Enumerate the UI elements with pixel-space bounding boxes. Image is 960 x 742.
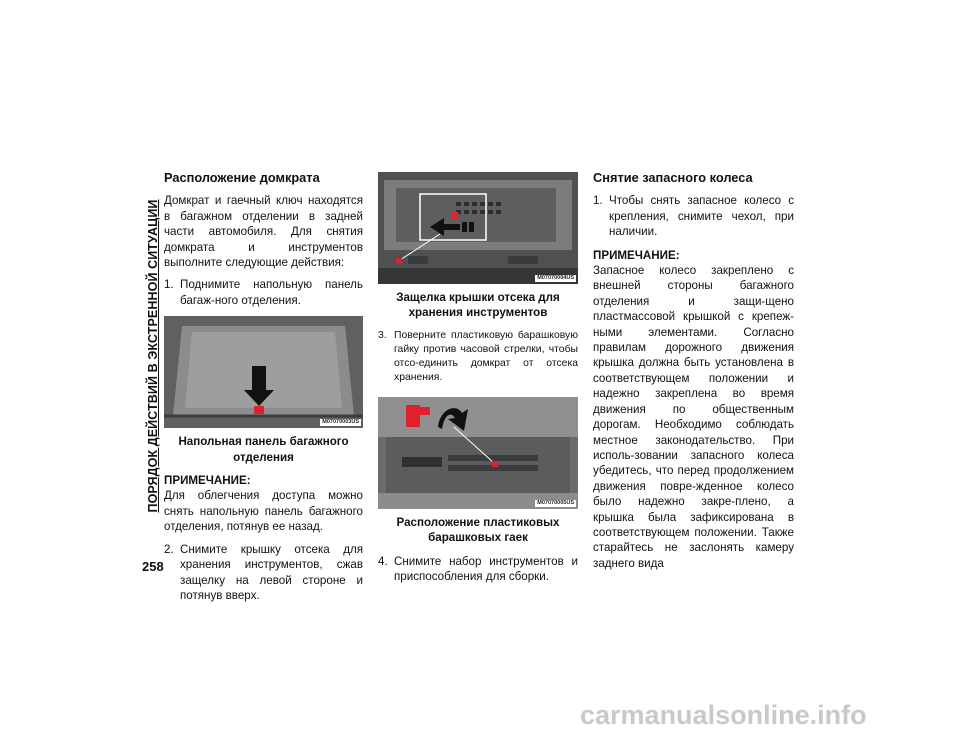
figure-code: M07070004US — [537, 275, 574, 281]
figure-caption: Напольная панель багажного отделения — [178, 435, 349, 464]
step-1 — [164, 277, 363, 308]
figure-code: M07070003US — [322, 419, 359, 426]
storage-latch-illustration — [378, 172, 578, 284]
note-title: ПРИМЕЧАНИЕ: — [593, 248, 680, 262]
cargo-floor-illustration — [164, 316, 363, 428]
step-text: Поднимите напольную панель багаж-ного отделения. — [180, 278, 363, 307]
wing-nuts-illustration — [378, 397, 578, 509]
step-text: Чтобы снять запасное колесо с крепления, снимите чехол, при наличии. — [609, 194, 794, 239]
jack-location-intro: Домкрат и гаечный ключ находятся в багажном отделении в задней части автомобиля. Для снятия домкрата и инструментов выполните следующие действия: — [164, 194, 363, 270]
step-number: 3. — [378, 329, 387, 341]
column-1 — [164, 170, 363, 611]
note-text: Для облегчения доступа можно снять напольную панель багажного отделения, потянув ее назад. — [164, 489, 363, 534]
step-text: Снимите набор инструментов и приспособления для сборки. — [394, 554, 578, 584]
spare-tire-removal-heading: Снятие запасного колеса — [593, 170, 753, 185]
note-title: ПРИМЕЧАНИЕ: — [164, 474, 251, 488]
figure-code: M07070005US — [537, 499, 574, 506]
watermark: carmanualsonline.info — [580, 700, 867, 730]
jack-location-heading: Расположение домкрата — [164, 170, 320, 185]
figure-plastic-wing-nuts — [378, 397, 578, 509]
step-3 — [378, 329, 578, 385]
note-text: Запасное колесо закреплено с внешней стороны багажного отделения и защи-щено пластмассовой крышкой с крепеж-ными элементами. Согласно правилам дорожного движения крышка должна быть установлена в соответствующем положении и надежно закреплена во время движения по общественным дорогам. Необходимо соблюдать местное законодательство. При исполь-зовании запасного колеса убедитесь, что перед продолжением движения повре-жденное колесо было надежно закре-плено, а крышка была зафиксирована в соответствующем положении. Также старайтесь не заслонять камеру заднего вида — [593, 264, 794, 570]
step-4 — [378, 554, 578, 585]
step-text: Снимите крышку отсека для хранения инструментов, сжав защелку на левой стороне и потянув вверх. — [180, 542, 363, 602]
step-1 — [593, 193, 794, 239]
sidebar-title-text: ПОРЯДОК ДЕЙСТВИЙ В ЭКСТРЕННОЙ СИТУАЦИИ — [146, 199, 160, 513]
figure-cargo-floor-panel — [164, 316, 363, 428]
column-2 — [378, 170, 578, 592]
step-2 — [164, 542, 363, 604]
column-3 — [593, 170, 794, 578]
figure-caption: Защелка крышки отсека для хранения инструментов — [396, 291, 560, 320]
step-number: 4. — [378, 554, 388, 568]
step-number: 1. — [593, 194, 603, 208]
figure-tool-storage-latch — [378, 172, 578, 284]
step-text: Поверните пластиковую барашковую гайку против часовой стрелки, чтобы отсо-единить домкрат от отсека хранения. — [394, 329, 578, 383]
section-sidebar-title — [143, 168, 163, 544]
step-number: 1. — [164, 278, 174, 292]
step-number: 2. — [164, 542, 174, 556]
page-number: 258 — [142, 559, 164, 574]
figure-caption: Расположение пластиковых барашковых гаек — [396, 515, 560, 545]
